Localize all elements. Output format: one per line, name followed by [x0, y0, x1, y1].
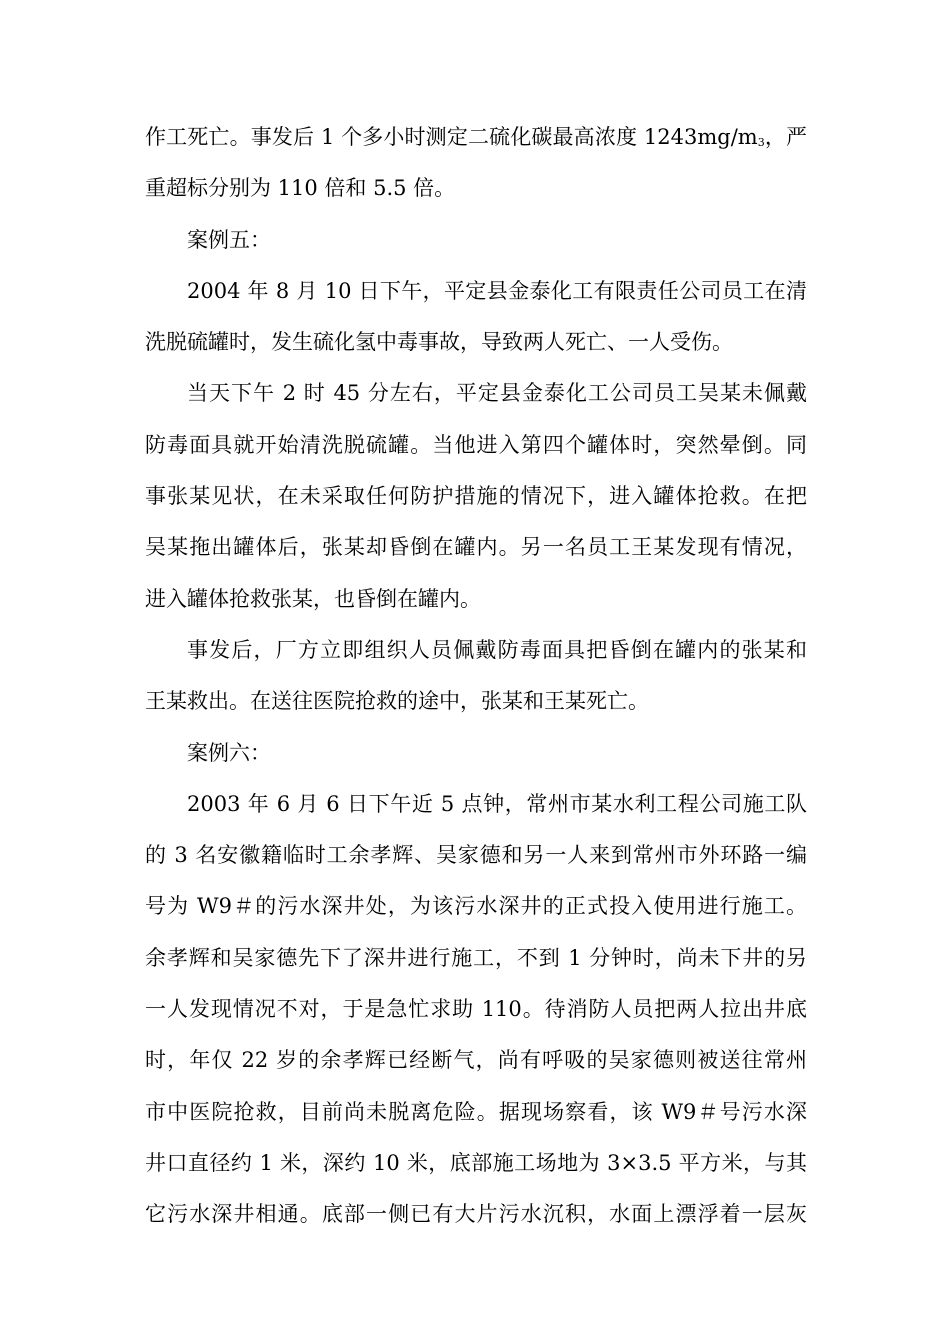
text-line: [145, 163, 807, 214]
text-line: [145, 728, 807, 779]
text-line-tail: ，严: [764, 125, 807, 149]
text-line: [145, 1189, 807, 1240]
text-line-content: 防毒面具就开始清洗脱硫罐。当他进入第四个罐体时，突然晕倒。同: [145, 432, 807, 457]
text-line-content: 进入罐体抢救张某，也昏倒在罐内。: [145, 586, 481, 611]
text-line-content: 事发后，厂方立即组织人员佩戴防毒面具把昏倒在罐内的张某和: [187, 637, 807, 662]
text-line-content: 王某救出。在送往医院抢救的途中，张某和王某死亡。: [145, 689, 649, 714]
text-line-content: 的 3 名安徽籍临时工余孝辉、吴家德和另一人来到常州市外环路一编: [145, 843, 807, 868]
text-line: [145, 368, 807, 419]
text-line: [145, 779, 807, 830]
text-line-content: 作工死亡。事发后 1 个多小时测定二硫化碳最高浓度 1243mg/m: [145, 125, 758, 149]
text-line-content: 2004 年 8 月 10 日下午，平定县金泰化工有限责任公司员工在清: [187, 278, 807, 303]
text-line-content: 吴某拖出罐体后，张某却昏倒在罐内。另一名员工王某发现有情况，: [145, 535, 807, 560]
text-line-content: 号为 W9＃的污水深井处，为该污水深井的正式投入使用进行施工。: [145, 894, 807, 919]
text-line: [145, 676, 807, 727]
text-line: [145, 933, 807, 984]
text-line-content: 案例六：: [187, 740, 271, 765]
text-line-content: 余孝辉和吴家德先下了深井进行施工，不到 1 分钟时，尚未下井的另: [145, 945, 807, 970]
text-line: [145, 1035, 807, 1086]
text-line-content: 井口直径约 1 米，深约 10 米，底部施工场地为 3×3.5 平方米，与其: [145, 1150, 807, 1175]
text-line: [145, 984, 807, 1035]
text-line: [145, 112, 807, 163]
document-page: [145, 112, 807, 1241]
text-line-content: 洗脱硫罐时，发生硫化氢中毒事故，导致两人死亡、一人受伤。: [145, 330, 733, 355]
text-line-content: 重超标分别为 110 倍和 5.5 倍。: [145, 176, 456, 201]
text-line: [145, 522, 807, 573]
text-line: [145, 266, 807, 317]
text-line: [145, 215, 807, 266]
text-line: [145, 471, 807, 522]
text-line: [145, 574, 807, 625]
text-line: [145, 625, 807, 676]
text-line-content: 当天下午 2 时 45 分左右，平定县金泰化工公司员工吴某未佩戴: [187, 381, 807, 406]
text-line: [145, 1138, 807, 1189]
unit-subscript: 3: [757, 136, 765, 149]
text-line: [145, 881, 807, 932]
text-line: [145, 317, 807, 368]
text-line-content: 时，年仅 22 岁的余孝辉已经断气，尚有呼吸的吴家德则被送往常州: [145, 1048, 807, 1073]
text-line: [145, 1087, 807, 1138]
text-line: [145, 830, 807, 881]
text-line-content: 案例五：: [187, 227, 271, 252]
text-line-content: 一人发现情况不对，于是急忙求助 110。待消防人员把两人拉出井底: [145, 997, 807, 1022]
text-line: [145, 420, 807, 471]
text-line-content: 它污水深井相通。底部一侧已有大片污水沉积，水面上漂浮着一层灰: [145, 1202, 807, 1227]
text-line-content: 市中医院抢救，目前尚未脱离危险。据现场察看，该 W9＃号污水深: [145, 1099, 807, 1124]
text-line-content: 事张某见状，在未采取任何防护措施的情况下，进入罐体抢救。在把: [145, 484, 807, 509]
text-line-content: 2003 年 6 月 6 日下午近 5 点钟，常州市某水利工程公司施工队: [187, 791, 807, 816]
